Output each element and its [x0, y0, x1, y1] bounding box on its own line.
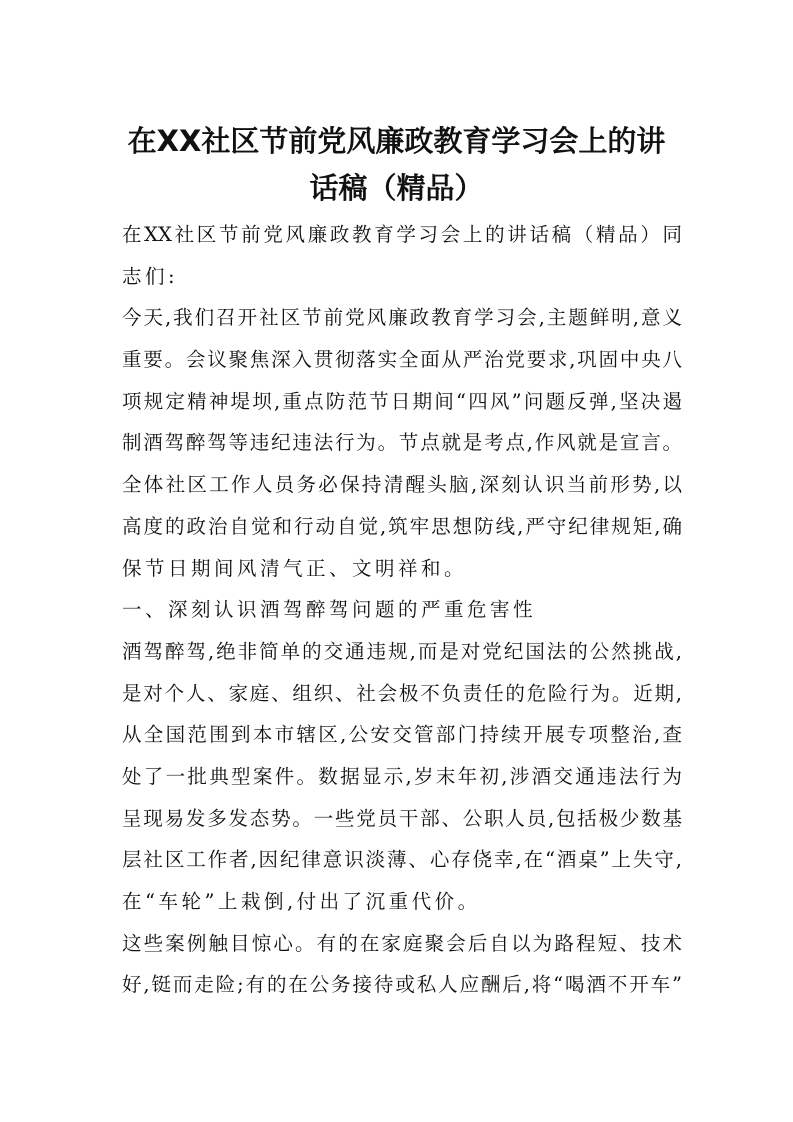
- text-line: 在XX社区节前党风廉政教育学习会上的讲话稿（精品）同: [122, 223, 682, 246]
- text-line: 保节日期间风清气正、文明祥和。: [122, 556, 468, 580]
- text-line: 全体社区工作人员务必保持清醒头脑,深刻认识当前形势,以: [122, 473, 682, 497]
- text-line: 一、深刻认识酒驾醉驾问题的严重危害性: [122, 598, 537, 622]
- title-line-2: 话稿（精品）: [309, 171, 484, 205]
- text-line: 从全国范围到本市辖区,公安交管部门持续开展专项整治,查: [122, 723, 682, 747]
- text-line: 处了一批典型案件。数据显示,岁末年初,涉酒交通违法行为: [122, 764, 682, 788]
- title-line-1: 在XX社区节前党风廉政教育学习会上的讲: [127, 124, 666, 158]
- document-title: [100, 118, 693, 212]
- text-line: 制酒驾醉驾等违纪违法行为。节点就是考点,作风就是宣言。: [122, 431, 682, 455]
- text-line: 层社区工作者,因纪律意识淡薄、心存侥幸,在“酒桌”上失守,: [122, 848, 682, 872]
- text-line: 志们:: [122, 264, 179, 288]
- text-line: 在“车轮”上栽倒,付出了沉重代价。: [122, 890, 481, 913]
- text-line: 呈现易发多发态势。一些党员干部、公职人员,包括极少数基: [122, 806, 682, 830]
- text-line: 今天,我们召开社区节前党风廉政教育学习会,主题鲜明,意义: [122, 306, 682, 330]
- text-line: 高度的政治自觉和行动自觉,筑牢思想防线,严守纪律规矩,确: [122, 514, 682, 538]
- text-line: 项规定精神堤坝,重点防范节日期间“四风”问题反弹,坚决遏: [122, 389, 682, 413]
- text-line: 这些案例触目惊心。有的在家庭聚会后自以为路程短、技术: [122, 931, 682, 955]
- document-body: [122, 214, 682, 1006]
- text-line: 重要。会议聚焦深入贯彻落实全面从严治党要求,巩固中央八: [122, 348, 682, 372]
- text-line: 是对个人、家庭、组织、社会极不负责任的危险行为。近期,: [122, 681, 682, 705]
- text-line: 好,铤而走险;有的在公务接待或私人应酬后,将“喝酒不开车”: [122, 973, 682, 997]
- text-line: 酒驾醉驾,绝非简单的交通违规,而是对党纪国法的公然挑战,: [122, 639, 682, 663]
